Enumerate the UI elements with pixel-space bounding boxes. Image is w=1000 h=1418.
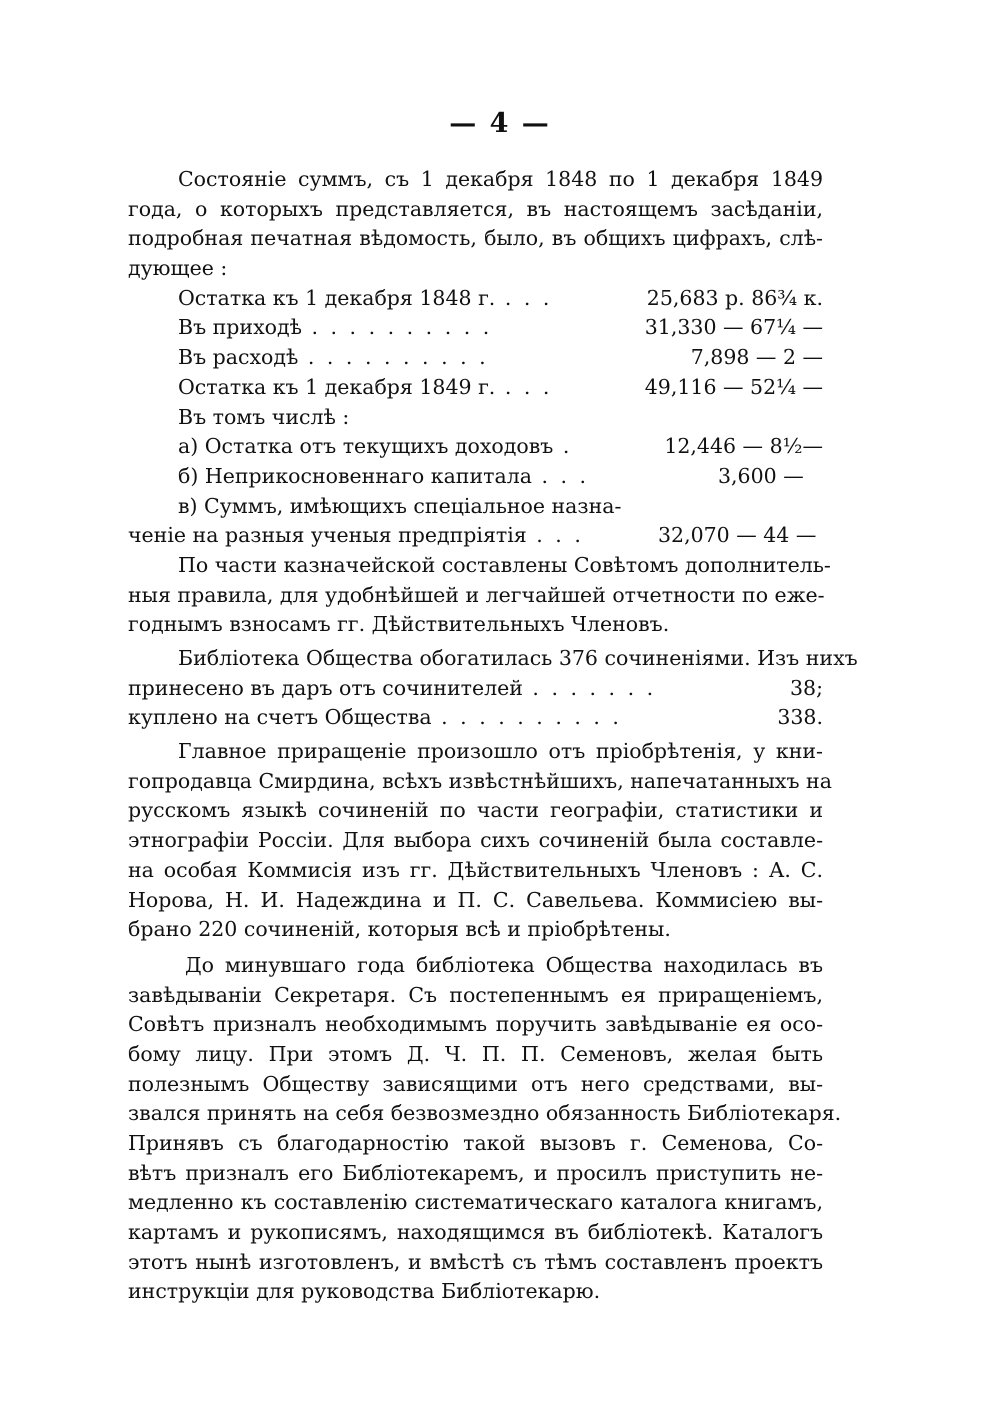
text-line: Совѣтъ призналъ необходимымъ поручить завѣдыванiе ея осо- xyxy=(128,1012,823,1037)
account-amount: 49,116 — 52¼ — xyxy=(644,374,823,399)
text-line: полезнымъ Обществу зависящими отъ него средствами, вы- xyxy=(128,1071,823,1096)
library-label: принесено въ даръ отъ сочинителей xyxy=(128,675,523,700)
body-text xyxy=(128,165,858,1307)
account-amount: 32,070 — 44 — xyxy=(658,523,817,548)
text-line: гопродавца Смирдина, всѣхъ извѣстнѣйшихъ, напечатанныхъ на xyxy=(128,768,832,793)
library-count: 38; xyxy=(790,675,823,700)
in-number-label: Въ томъ числѣ : xyxy=(178,404,350,429)
text-line: русскомъ языкѣ сочиненiй по части географiи, статистики и xyxy=(128,798,823,823)
account-row xyxy=(128,284,823,314)
account-amount: 3,600 — xyxy=(718,463,804,488)
account-amount: 31,330 — 67¼ — xyxy=(644,315,823,340)
text-line: Состоянiе суммъ, съ 1 декабря 1848 по 1 декабря 1849 xyxy=(178,167,823,191)
text-line: Библiотека Общества обогатилась 376 сочиненiями. Изъ нихъ xyxy=(178,646,858,670)
library-count: 338. xyxy=(777,705,823,730)
account-label: б) Неприкосновеннаго капитала xyxy=(178,463,532,488)
text-line: Главное приращенiе произошло отъ прiобрѣтенiя, у кни- xyxy=(178,739,823,764)
leader-dots: . . . . . . . . . . xyxy=(301,315,493,340)
text-line: звался принять на себя безвозмездно обязанность Библiотекаря. xyxy=(128,1101,842,1126)
account-row xyxy=(128,343,823,373)
text-line: этотъ нынѣ изготовленъ, и вмѣстѣ съ тѣмъ составленъ проектъ xyxy=(128,1249,823,1274)
sub-account-row xyxy=(128,432,823,462)
account-row xyxy=(128,313,823,343)
account-amount: 12,446 — 8½— xyxy=(664,434,823,459)
sub-account-label: в) Суммъ, имѣющихъ спецiальное назна- xyxy=(178,493,622,518)
leader-dots: . . . xyxy=(495,374,553,399)
account-label: Остатка къ 1 декабря 1849 г. xyxy=(178,374,496,399)
text-line: годнымъ взносамъ гг. Дѣйствительныхъ Членовъ. xyxy=(128,612,670,637)
leader-dots: . . . xyxy=(495,285,553,310)
text-line: брано 220 сочиненiй, которыя всѣ и прiобрѣтены. xyxy=(128,917,671,942)
text-line: ныя правила, для удобнѣйшей и легчайшей отчетности по еже- xyxy=(128,582,825,607)
account-label: Остатка къ 1 декабря 1848 г. xyxy=(178,285,496,310)
text-line: бому лицу. При этомъ Д. Ч. П. П. Семеновъ, желая быть xyxy=(128,1041,823,1066)
leader-dots: . . . xyxy=(531,463,590,488)
account-amount: 7,898 — 2 — xyxy=(690,345,823,370)
leader-dots: . . . . . . . . . . xyxy=(431,705,622,730)
text-line: этнографiи Россiи. Для выбора сихъ сочиненiй была составле- xyxy=(128,828,823,853)
account-label: Въ приходѣ xyxy=(178,315,302,340)
page-number: — 4 — xyxy=(449,108,551,139)
text-line: дующее : xyxy=(128,256,228,281)
leader-dots: . xyxy=(553,434,573,459)
leader-dots: . . . . . . . . . . xyxy=(298,345,489,370)
account-row xyxy=(128,373,823,403)
text-line: года, о которыхъ представляется, въ настоящемъ засѣданiи, xyxy=(128,196,823,221)
sub-account-row xyxy=(128,521,823,551)
text-line: на особая Коммисiя изъ гг. Дѣйствительныхъ Членовъ : А. С. xyxy=(128,857,823,882)
text-line: картамъ и рукописямъ, находящимся въ библiотекѣ. Каталогъ xyxy=(128,1220,823,1245)
text-line: инструкцiи для руководства Библiотекарю. xyxy=(128,1279,601,1304)
library-label: куплено на счетъ Общества xyxy=(128,705,432,730)
text-line: По части казначейской составлены Совѣтомъ дополнитель- xyxy=(178,552,831,577)
account-amount: 25,683 р. 86¾ к. xyxy=(646,285,823,310)
sub-account-row xyxy=(128,462,823,492)
account-label: Въ расходѣ xyxy=(178,345,299,370)
text-line: Принявъ съ благодарностiю такой вызовъ г. Семенова, Со- xyxy=(128,1131,823,1155)
leader-dots: . . . xyxy=(526,523,584,548)
leader-dots: . . . . . . . xyxy=(522,675,657,700)
text-line: Норова, Н. И. Надеждина и П. С. Савельева. Коммисiею вы- xyxy=(128,887,823,912)
library-row xyxy=(128,703,823,733)
library-row xyxy=(128,674,823,704)
text-line: подробная печатная вѣдомость, было, въ общихъ цифрахъ, слѣ- xyxy=(128,226,823,251)
text-line: вѣтъ призналъ его Библiотекаремъ, и просилъ приступить не- xyxy=(128,1160,823,1185)
text-line: До минувшаго года библiотека Общества находилась въ xyxy=(185,952,823,977)
text-line: медленно къ составленiю систематическаго каталога книгамъ, xyxy=(128,1190,823,1215)
text-line: завѣдываніи Секретаря. Съ постепеннымъ ея приращенiемъ, xyxy=(128,982,823,1007)
account-label: ченiе на разныя ученыя предпрiятiя xyxy=(128,523,527,548)
account-label: а) Остатка отъ текущихъ доходовъ xyxy=(178,434,554,459)
